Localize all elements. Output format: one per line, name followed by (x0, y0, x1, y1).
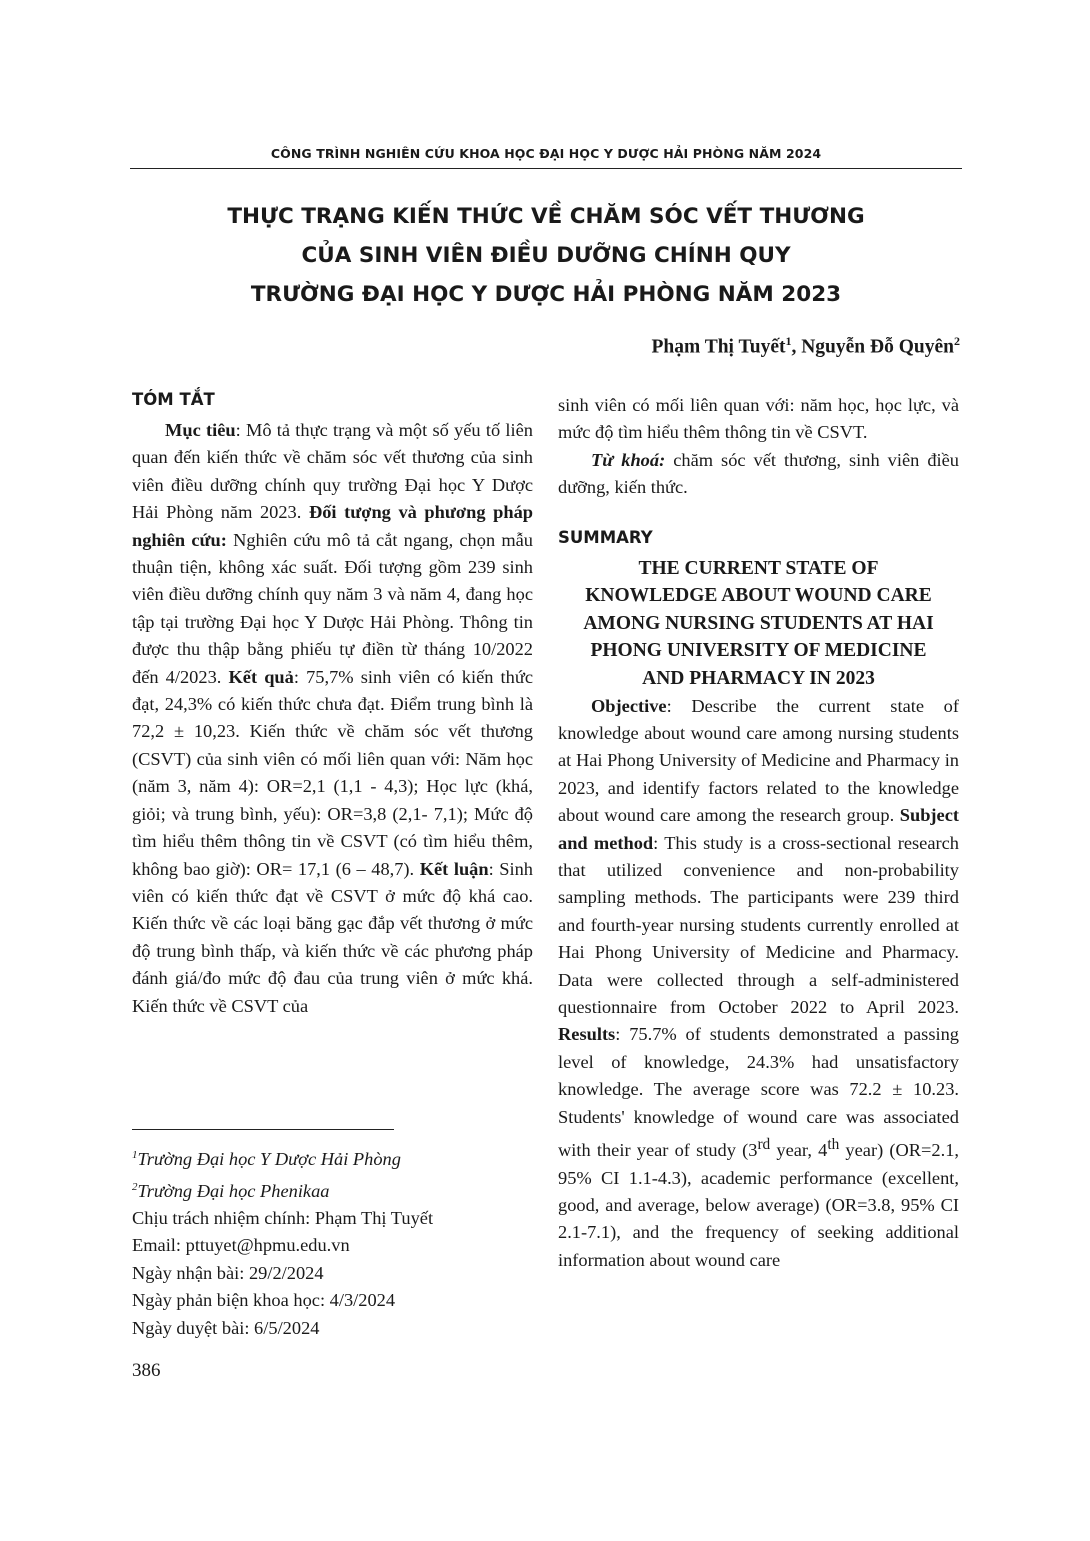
page-number: 386 (132, 1360, 161, 1381)
objective-label-vi: Mục tiêu (165, 420, 236, 440)
summary-title-line-3: AMONG NURSING STUDENTS AT HAI (583, 612, 934, 634)
author-2-affiliation: 2 (954, 334, 960, 348)
affiliation-2-text: Trường Đại học Phenikaa (137, 1180, 330, 1201)
keywords-vi (558, 447, 959, 502)
corresponding-author: Chịu trách nhiệm chính: Phạm Thị Tuyết (132, 1208, 434, 1229)
contact-email: Email: pttuyet@hpmu.edu.vn (132, 1235, 350, 1256)
method-label-en: Subject and method (558, 805, 959, 853)
date-accepted: Ngày duyệt bài: 6/5/2024 (132, 1317, 320, 1338)
results-label-vi: Kết quả (228, 666, 294, 687)
results-label-en: Results (558, 1024, 616, 1045)
affiliation-2-number: 2 (132, 1180, 138, 1193)
affiliation-1-text: Trường Đại học Y Dược Hải Phòng (137, 1149, 401, 1170)
summary-title-line-5: AND PHARMACY IN 2023 (642, 668, 875, 689)
running-head: CÔNG TRÌNH NGHIÊN CỨU KHOA HỌC ĐẠI HỌC Y DƯỢC HẢI PHÒNG NĂM 2024 (270, 146, 822, 161)
results-text-en-1: : 75.7% of students demonstrated a passing level of knowledge, 24.3% had unsatisfactory knowledge. The average score was 72.2 ± 10.23. Students' knowledge of wound care was associated with their year of study (3 (558, 1024, 959, 1161)
author-line (651, 334, 960, 359)
abstract-vi-continuation: sinh viên có mối liên quan với: năm học, học lực, và mức độ tìm hiểu thêm thông tin về CSVT. (558, 395, 959, 443)
objective-text-en: : Describe the current state of knowledge about wound care among nursing students at Hai Phong University of Medicine and Pharmacy in 2023, and identify factors related to the knowledge about wound care among the research group. (558, 695, 959, 826)
title-line-2: CỦA SINH VIÊN ĐIỀU DƯỠNG CHÍNH QUY (301, 243, 791, 268)
abstract-vi-heading: TÓM TẮT (132, 390, 215, 409)
header-rule (130, 168, 962, 169)
left-column (132, 384, 533, 1020)
summary-title (558, 555, 959, 693)
results-text-vi: : 75,7% sinh viên có kiến thức đạt, 24,3% có kiến thức chưa đạt. Điểm trung bình là 72,2 ± 10,23. Kiến thức về chăm sóc vết thương (CSVT) của sinh viên có mối liên quan với: Năm học (năm 3, năm 4): OR=2,1 (1,1 - 4,3); Học lực (khá, giỏi; và trung bình, yếu): OR=3,8 (2,1- 7,1); Mức độ tìm hiểu thêm thông tin về CSVT (có tìm hiểu thêm, không bao giờ): OR= 17,1 (6 – 48,7). (132, 666, 533, 879)
date-reviewed: Ngày phản biện khoa học: 4/3/2024 (132, 1290, 396, 1311)
keywords-text-vi: chăm sóc vết thương, sinh viên điều dưỡng, kiến thức. (558, 449, 959, 498)
title-line-1: THỰC TRẠNG KIẾN THỨC VỀ CHĂM SÓC VẾT THƯƠNG (227, 204, 865, 229)
objective-text-vi: : Mô tả thực trạng và một số yếu tố liên quan đến kiến thức về chăm sóc vết thương của sinh viên điều dưỡng chính quy trường Đại học Y Dược Hải Phòng năm 2023. (132, 420, 533, 523)
conclusion-label-vi: Kết luận (419, 858, 489, 879)
affiliation-1 (132, 1142, 533, 1174)
author-2: Nguyễn Đỗ Quyên (801, 336, 954, 358)
abstract-vi-body (132, 417, 533, 1020)
author-1: Phạm Thị Tuyết (651, 336, 786, 358)
summary-title-line-4: PHONG UNIVERSITY OF MEDICINE (590, 640, 927, 662)
superscript-th: th (827, 1136, 840, 1154)
right-column (558, 392, 959, 1274)
summary-title-line-1: THE CURRENT STATE OF (638, 557, 879, 579)
conclusion-text-vi: : Sinh viên có kiến thức đạt về CSVT ở mức độ khá cao. Kiến thức về các loại băng gạc đắp vết thương ở mức độ trung bình thấp, và kiến thức về các phương pháp đánh giá/đo mức độ đau của trung viên ở mức khá. Kiến thức về CSVT của (132, 858, 533, 1016)
title-line-3: TRƯỜNG ĐẠI HỌC Y DƯỢC HẢI PHÒNG NĂM 2023 (250, 282, 842, 307)
summary-heading: SUMMARY (558, 527, 653, 547)
footnote-rule (132, 1129, 394, 1130)
date-received: Ngày nhận bài: 29/2/2024 (132, 1262, 324, 1283)
article-title (130, 197, 962, 314)
affiliation-2 (132, 1174, 533, 1206)
summary-title-line-2: KNOWLEDGE ABOUT WOUND CARE (585, 585, 932, 607)
method-text-en: : This study is a cross-sectional research that utilized convenience and non-probability sampling methods. The participants were 239 third and fourth-year nursing students currently enrolled at Hai Phong University of Medicine and Pharmacy. Data were collected through a self-administered questionnaire from October 2022 to April 2023. (558, 832, 959, 1018)
results-text-en-3: year) (OR=2.1, 95% CI 1.1-4.3), academic performance (excellent, good, and average, below average) (OR=3.8, 95% CI 2.1-7.1), and the frequency of seeking additional information about wound care (558, 1140, 960, 1270)
author-separator: , (791, 336, 802, 358)
author-1-affiliation: 1 (785, 334, 792, 348)
objective-label-en: Objective (591, 695, 667, 716)
summary-body (558, 693, 959, 1275)
footnotes (132, 1142, 533, 1342)
superscript-rd: rd (757, 1136, 771, 1154)
method-text-vi: Nghiên cứu mô tả cắt ngang, chọn mẫu thuận tiện, không xác suất. Đối tượng gồm 239 sinh viên điều dưỡng chính quy năm 3 và năm 4, đang học tập tại trường Đại học Y Dược Hải Phòng. Thông tin được thu thập bằng phiếu tự điền từ tháng 10/2022 đến 4/2023. (132, 529, 533, 687)
keywords-label-vi: Từ khoá: (591, 449, 666, 470)
method-label-vi: Đối tượng và phương pháp nghiên cứu: (132, 502, 533, 550)
results-text-en-2: year, 4 (770, 1140, 828, 1161)
affiliation-1-number: 1 (132, 1149, 138, 1161)
